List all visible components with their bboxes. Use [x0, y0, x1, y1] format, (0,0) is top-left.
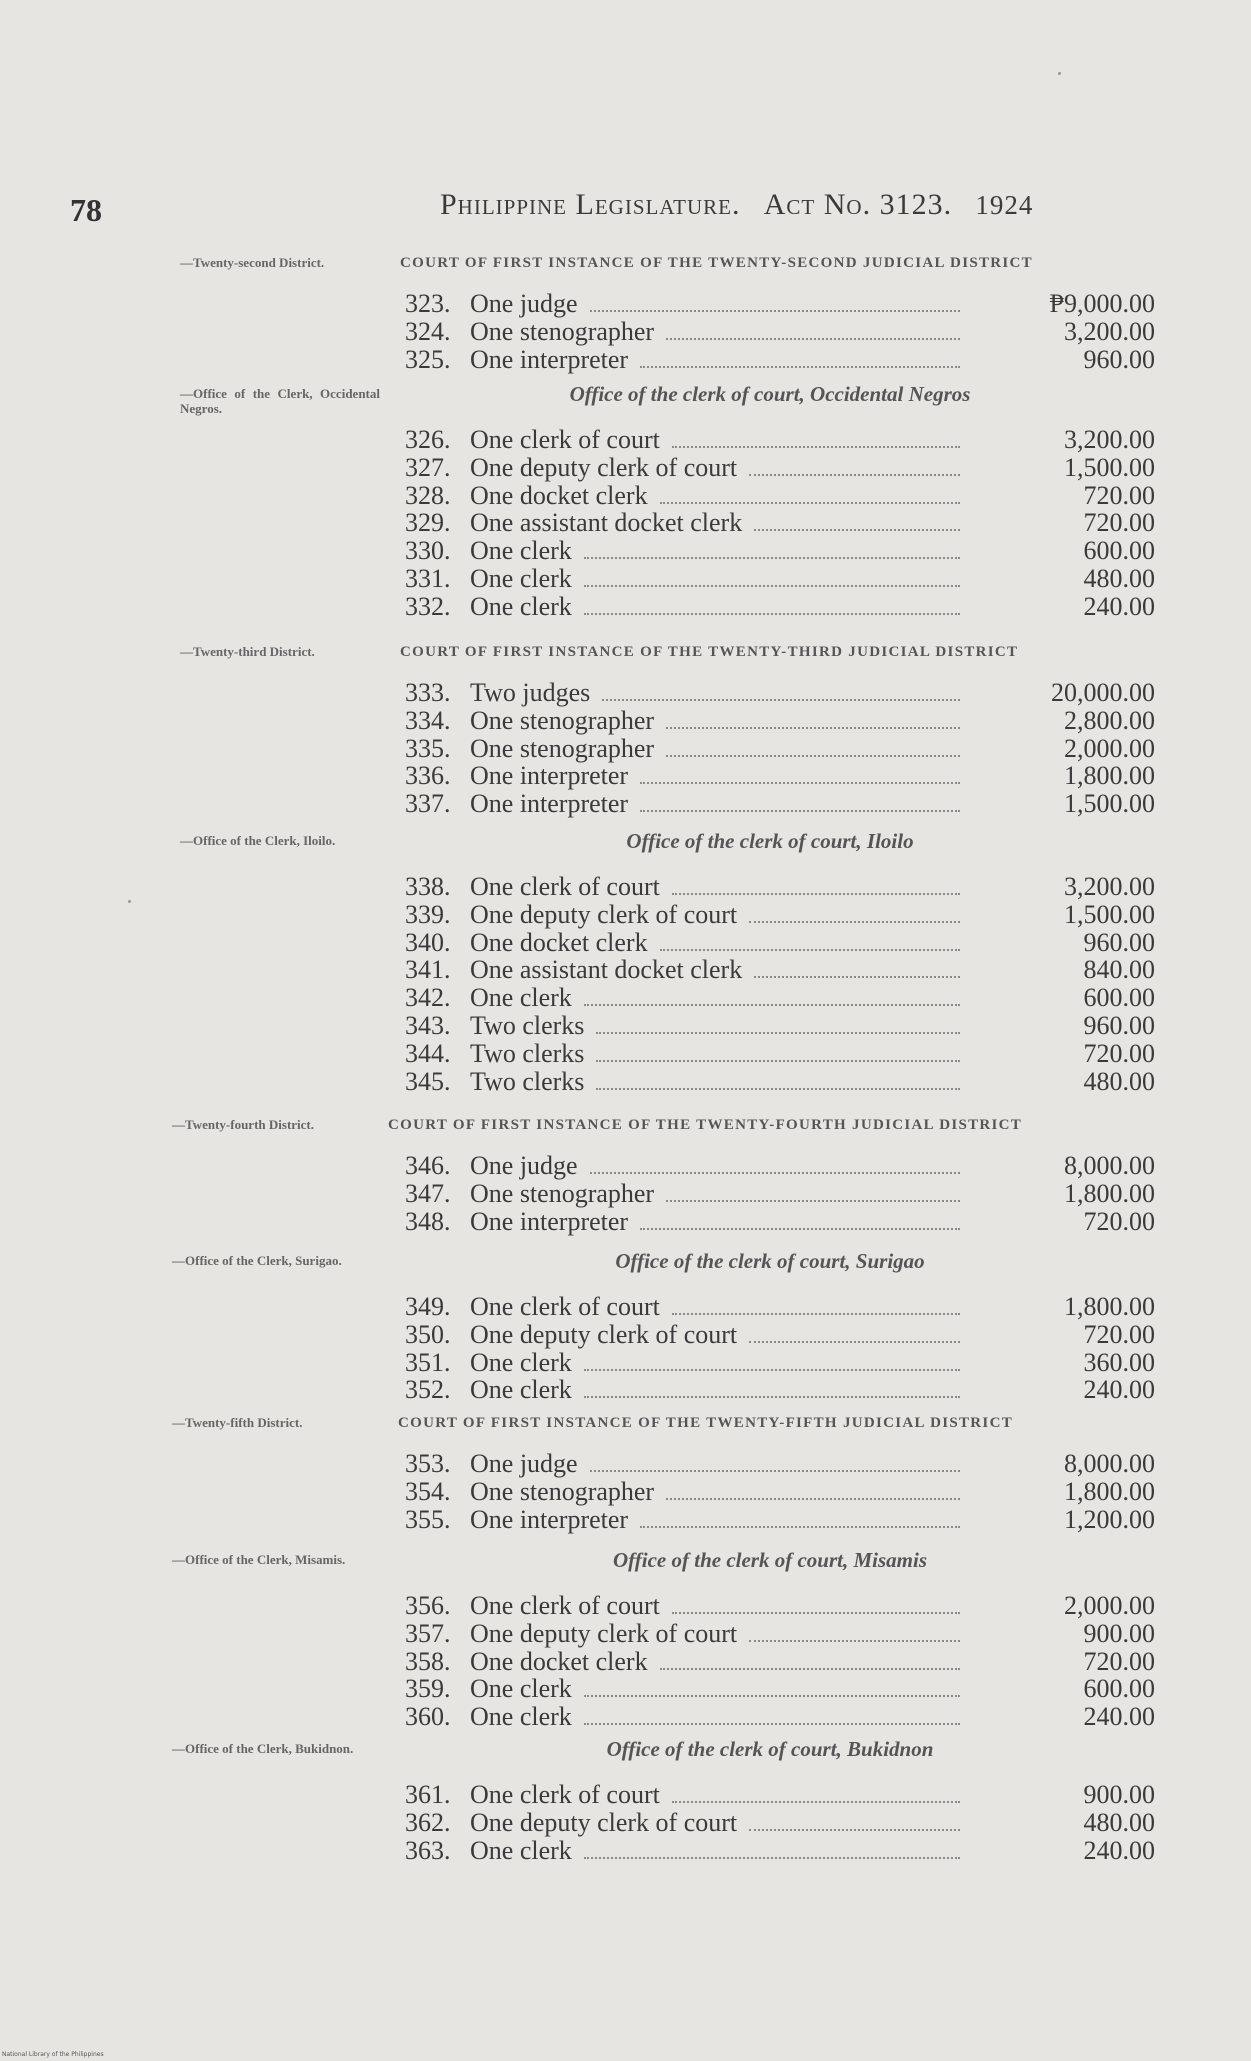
item-number: 326.	[405, 425, 451, 454]
item-label: One clerk	[470, 591, 572, 621]
item-number: 335.	[405, 733, 451, 763]
item-number: 342.	[405, 983, 451, 1013]
dot-leader	[590, 1172, 960, 1174]
item-amount: 240.00	[1083, 1375, 1155, 1405]
item-amount: 720.00	[1083, 1206, 1155, 1236]
dot-leader	[584, 613, 960, 615]
appropriation-item	[400, 1376, 1155, 1404]
item-number: 327.	[405, 452, 451, 482]
item-label: One deputy clerk of court	[470, 452, 738, 482]
item-amount: 600.00	[1083, 983, 1155, 1013]
item-number: 331.	[405, 564, 451, 593]
item-label: One stenographer	[470, 1178, 655, 1208]
item-amount: 720.00	[1083, 1319, 1155, 1349]
item-number: 339.	[405, 899, 451, 929]
appropriation-item	[400, 482, 1155, 510]
item-label: One assistant docket clerk	[470, 955, 743, 985]
office-heading: Office of the clerk of court, Occidental Negros	[569, 382, 971, 406]
item-number: 363.	[405, 1835, 451, 1865]
item-amount: 720.00	[1083, 480, 1155, 510]
item-label: One stenographer	[470, 705, 655, 735]
item-label: One interpreter	[470, 761, 629, 791]
item-label: One clerk	[470, 983, 572, 1013]
dot-leader	[749, 1829, 960, 1831]
item-label: One docket clerk	[470, 1646, 648, 1676]
appropriation-item	[400, 1837, 1155, 1865]
appropriation-item	[400, 873, 1155, 901]
item-label: One judge	[470, 289, 578, 318]
item-number: 329.	[405, 508, 451, 538]
appropriation-item	[400, 735, 1155, 763]
dot-leader	[666, 755, 960, 757]
item-amount: 1,500.00	[1064, 789, 1155, 819]
dot-leader	[660, 949, 960, 951]
dot-leader	[666, 1200, 960, 1202]
page-number: 78	[70, 192, 102, 228]
item-number: 328.	[405, 480, 451, 510]
item-label: One interpreter	[470, 789, 629, 819]
item-amount: 480.00	[1083, 1807, 1155, 1837]
appropriation-item	[400, 1180, 1155, 1208]
margin-note: —Office of the Clerk, Bukidnon.	[172, 1741, 354, 1756]
item-amount: 960.00	[1083, 1011, 1155, 1040]
item-label: One deputy clerk of court	[470, 899, 738, 929]
item-number: 353.	[405, 1449, 451, 1478]
item-number: 362.	[405, 1807, 451, 1837]
appropriation-item	[400, 454, 1155, 482]
dot-leader	[584, 1695, 960, 1697]
dot-leader	[640, 810, 960, 812]
item-label: One judge	[470, 1449, 578, 1478]
margin-note: —Twenty-third District.	[180, 644, 315, 659]
dot-leader	[666, 1498, 960, 1500]
dot-leader	[584, 1369, 960, 1371]
dot-leader	[749, 1640, 960, 1642]
appropriation-item	[400, 1208, 1155, 1236]
dot-leader	[749, 1341, 960, 1343]
item-amount: 900.00	[1083, 1618, 1155, 1648]
item-amount: 960.00	[1083, 344, 1155, 374]
item-number: 352.	[405, 1375, 451, 1405]
item-amount: 240.00	[1083, 1702, 1155, 1732]
dot-leader	[672, 446, 960, 448]
item-number: 341.	[405, 955, 451, 985]
item-amount: 3,200.00	[1064, 316, 1155, 346]
item-number: 332.	[405, 591, 451, 621]
item-amount: ₱9,000.00	[1049, 289, 1155, 318]
item-label: One clerk	[470, 536, 572, 566]
item-amount: 720.00	[1083, 1646, 1155, 1676]
item-number: 349.	[405, 1292, 451, 1321]
appropriation-item	[400, 679, 1155, 707]
item-number: 354.	[405, 1476, 451, 1506]
dot-leader	[666, 338, 960, 340]
dot-leader	[596, 1032, 960, 1034]
appropriation-item	[400, 1675, 1155, 1703]
item-label: Two clerks	[470, 1038, 585, 1068]
item-number: 337.	[405, 789, 451, 819]
item-number: 347.	[405, 1178, 451, 1208]
appropriation-item	[400, 984, 1155, 1012]
item-number: 343.	[405, 1011, 451, 1040]
margin-note: —Office of the Clerk, Misamis.	[172, 1552, 346, 1567]
item-amount: 1,800.00	[1064, 1292, 1155, 1321]
district-heading: COURT OF FIRST INSTANCE OF THE TWENTY-THIRD JUDICIAL DISTRICT	[400, 644, 1019, 660]
office-heading: Office of the clerk of court, Misamis	[613, 1548, 927, 1572]
dot-leader	[590, 310, 960, 312]
item-amount: 480.00	[1083, 1066, 1155, 1096]
item-label: One clerk of court	[470, 1780, 660, 1809]
appropriation-item	[400, 1648, 1155, 1676]
dot-leader	[672, 1801, 960, 1803]
item-amount: 720.00	[1083, 508, 1155, 538]
dot-leader	[584, 1396, 960, 1398]
dot-leader	[660, 502, 960, 504]
item-number: 361.	[405, 1780, 451, 1809]
item-number: 325.	[405, 344, 451, 374]
dot-leader	[640, 1526, 960, 1528]
office-heading: Office of the clerk of court, Surigao	[615, 1249, 925, 1273]
item-label: One stenographer	[470, 316, 655, 346]
item-amount: 840.00	[1083, 955, 1155, 985]
item-label: One interpreter	[470, 344, 629, 374]
item-number: 338.	[405, 872, 451, 901]
dot-leader	[749, 921, 960, 923]
dot-leader	[672, 1612, 960, 1614]
dot-leader	[640, 366, 960, 368]
item-amount: 1,500.00	[1064, 899, 1155, 929]
dot-leader	[672, 893, 960, 895]
appropriation-item	[400, 1012, 1155, 1040]
appropriation-item	[400, 1040, 1155, 1068]
item-number: 334.	[405, 705, 451, 735]
appropriation-item	[400, 1809, 1155, 1837]
item-number: 344.	[405, 1038, 451, 1068]
dot-leader	[754, 976, 960, 978]
dot-leader	[602, 699, 960, 701]
item-number: 360.	[405, 1702, 451, 1732]
margin-note: —Twenty-fifth District.	[172, 1415, 303, 1430]
appropriation-item	[400, 1321, 1155, 1349]
item-number: 348.	[405, 1206, 451, 1236]
margin-note: —Twenty-second District.	[180, 255, 325, 270]
appropriation-item	[400, 1450, 1155, 1478]
dot-leader	[590, 1470, 960, 1472]
appropriation-item	[400, 929, 1155, 957]
dot-leader	[640, 1228, 960, 1230]
item-label: One clerk	[470, 1347, 572, 1377]
item-amount: 720.00	[1083, 1038, 1155, 1068]
item-label: Two clerks	[470, 1066, 585, 1096]
appropriation-item	[400, 426, 1155, 454]
appropriation-item	[400, 1478, 1155, 1506]
item-number: 346.	[405, 1151, 451, 1180]
item-amount: 1,800.00	[1064, 1476, 1155, 1506]
item-number: 323.	[405, 289, 451, 318]
dot-leader	[584, 1004, 960, 1006]
item-amount: 8,000.00	[1064, 1449, 1155, 1478]
item-amount: 1,500.00	[1064, 452, 1155, 482]
item-amount: 480.00	[1083, 564, 1155, 593]
item-label: Two judges	[470, 678, 591, 707]
item-number: 358.	[405, 1646, 451, 1676]
item-number: 330.	[405, 536, 451, 566]
item-label: One clerk of court	[470, 1591, 660, 1620]
item-number: 357.	[405, 1618, 451, 1648]
item-amount: 2,000.00	[1064, 733, 1155, 763]
item-label: One assistant docket clerk	[470, 508, 743, 538]
item-amount: 600.00	[1083, 1674, 1155, 1704]
dot-leader	[584, 557, 960, 559]
district-heading: COURT OF FIRST INSTANCE OF THE TWENTY-FOURTH JUDICIAL DISTRICT	[388, 1117, 1023, 1133]
office-heading: Office of the clerk of court, Iloilo	[626, 829, 914, 853]
running-head-year: 1924	[975, 190, 1034, 220]
appropriation-item	[400, 537, 1155, 565]
dot-leader	[660, 1668, 960, 1670]
dot-leader	[666, 727, 960, 729]
item-amount: 1,200.00	[1064, 1504, 1155, 1534]
district-heading: COURT OF FIRST INSTANCE OF THE TWENTY-FIFTH JUDICIAL DISTRICT	[398, 1415, 1014, 1431]
item-amount: 360.00	[1083, 1347, 1155, 1377]
item-amount: 900.00	[1083, 1780, 1155, 1809]
item-amount: 240.00	[1083, 591, 1155, 621]
item-amount: 1,800.00	[1064, 1178, 1155, 1208]
footer-note: National Library of the Philippines	[2, 2051, 104, 2058]
item-amount: 600.00	[1083, 536, 1155, 566]
running-head-title: Philippine Legislature.	[440, 188, 741, 221]
appropriation-item	[400, 707, 1155, 735]
item-label: One clerk	[470, 1674, 572, 1704]
item-number: 324.	[405, 316, 451, 346]
item-label: One judge	[470, 1151, 578, 1180]
item-label: One interpreter	[470, 1206, 629, 1236]
appropriation-item	[400, 762, 1155, 790]
dot-leader	[596, 1088, 960, 1090]
item-amount: 1,800.00	[1064, 761, 1155, 791]
appropriation-item	[400, 790, 1155, 818]
item-label: One clerk	[470, 564, 572, 593]
item-number: 345.	[405, 1066, 451, 1096]
item-amount: 240.00	[1083, 1835, 1155, 1865]
item-number: 333.	[405, 678, 451, 707]
dot-leader	[640, 782, 960, 784]
item-label: One deputy clerk of court	[470, 1319, 738, 1349]
appropriation-item	[400, 1620, 1155, 1648]
item-number: 351.	[405, 1347, 451, 1377]
item-label: One deputy clerk of court	[470, 1807, 738, 1837]
item-label: One docket clerk	[470, 480, 648, 510]
margin-note: —Office of the Clerk, Iloilo.	[180, 833, 336, 848]
dot-leader	[596, 1060, 960, 1062]
item-amount: 2,000.00	[1064, 1591, 1155, 1620]
appropriation-item	[400, 346, 1155, 374]
item-number: 356.	[405, 1591, 451, 1620]
item-amount: 3,200.00	[1064, 872, 1155, 901]
running-head	[440, 188, 1033, 222]
appropriation-item	[400, 1592, 1155, 1620]
item-label: One clerk of court	[470, 425, 660, 454]
item-label: One clerk	[470, 1702, 572, 1732]
item-label: One interpreter	[470, 1504, 629, 1534]
appropriation-item	[400, 956, 1155, 984]
appropriation-item	[400, 1781, 1155, 1809]
dot-leader	[584, 1857, 960, 1859]
district-heading: COURT OF FIRST INSTANCE OF THE TWENTY-SECOND JUDICIAL DISTRICT	[400, 255, 1033, 271]
item-label: One stenographer	[470, 733, 655, 763]
dot-leader	[584, 1723, 960, 1725]
item-amount: 960.00	[1083, 927, 1155, 957]
appropriation-item	[400, 1349, 1155, 1377]
dot-leader	[749, 474, 960, 476]
item-number: 350.	[405, 1319, 451, 1349]
item-label: Two clerks	[470, 1011, 585, 1040]
appropriation-item	[400, 1506, 1155, 1534]
margin-note: —Office of the Clerk, Surigao.	[172, 1253, 342, 1268]
appropriation-item	[400, 901, 1155, 929]
item-label: One clerk of court	[470, 872, 660, 901]
item-label: One clerk of court	[470, 1292, 660, 1321]
running-head-act: Act No. 3123.	[763, 188, 953, 221]
item-amount: 8,000.00	[1064, 1151, 1155, 1180]
item-number: 340.	[405, 927, 451, 957]
item-label: One deputy clerk of court	[470, 1618, 738, 1648]
appropriation-item	[400, 1068, 1155, 1096]
item-amount: 3,200.00	[1064, 425, 1155, 454]
dot-leader	[754, 529, 960, 531]
item-label: One stenographer	[470, 1476, 655, 1506]
margin-note: —Office of the Clerk, Occidental Negros.	[180, 386, 380, 416]
dot-leader	[672, 1313, 960, 1315]
item-label: One clerk	[470, 1375, 572, 1405]
item-number: 336.	[405, 761, 451, 791]
item-amount: 20,000.00	[1051, 678, 1155, 707]
item-amount: 2,800.00	[1064, 705, 1155, 735]
item-label: One clerk	[470, 1835, 572, 1865]
dot-leader	[584, 585, 960, 587]
appropriation-item	[400, 1152, 1155, 1180]
margin-note: —Twenty-fourth District.	[172, 1117, 315, 1132]
appropriation-item	[400, 318, 1155, 346]
appropriation-item	[400, 290, 1155, 318]
item-number: 359.	[405, 1674, 451, 1704]
appropriation-item	[400, 593, 1155, 621]
item-number: 355.	[405, 1504, 451, 1534]
office-heading: Office of the clerk of court, Bukidnon	[606, 1737, 934, 1761]
appropriation-item	[400, 1703, 1155, 1731]
appropriation-item	[400, 509, 1155, 537]
appropriation-item	[400, 565, 1155, 593]
item-label: One docket clerk	[470, 927, 648, 957]
appropriation-item	[400, 1293, 1155, 1321]
